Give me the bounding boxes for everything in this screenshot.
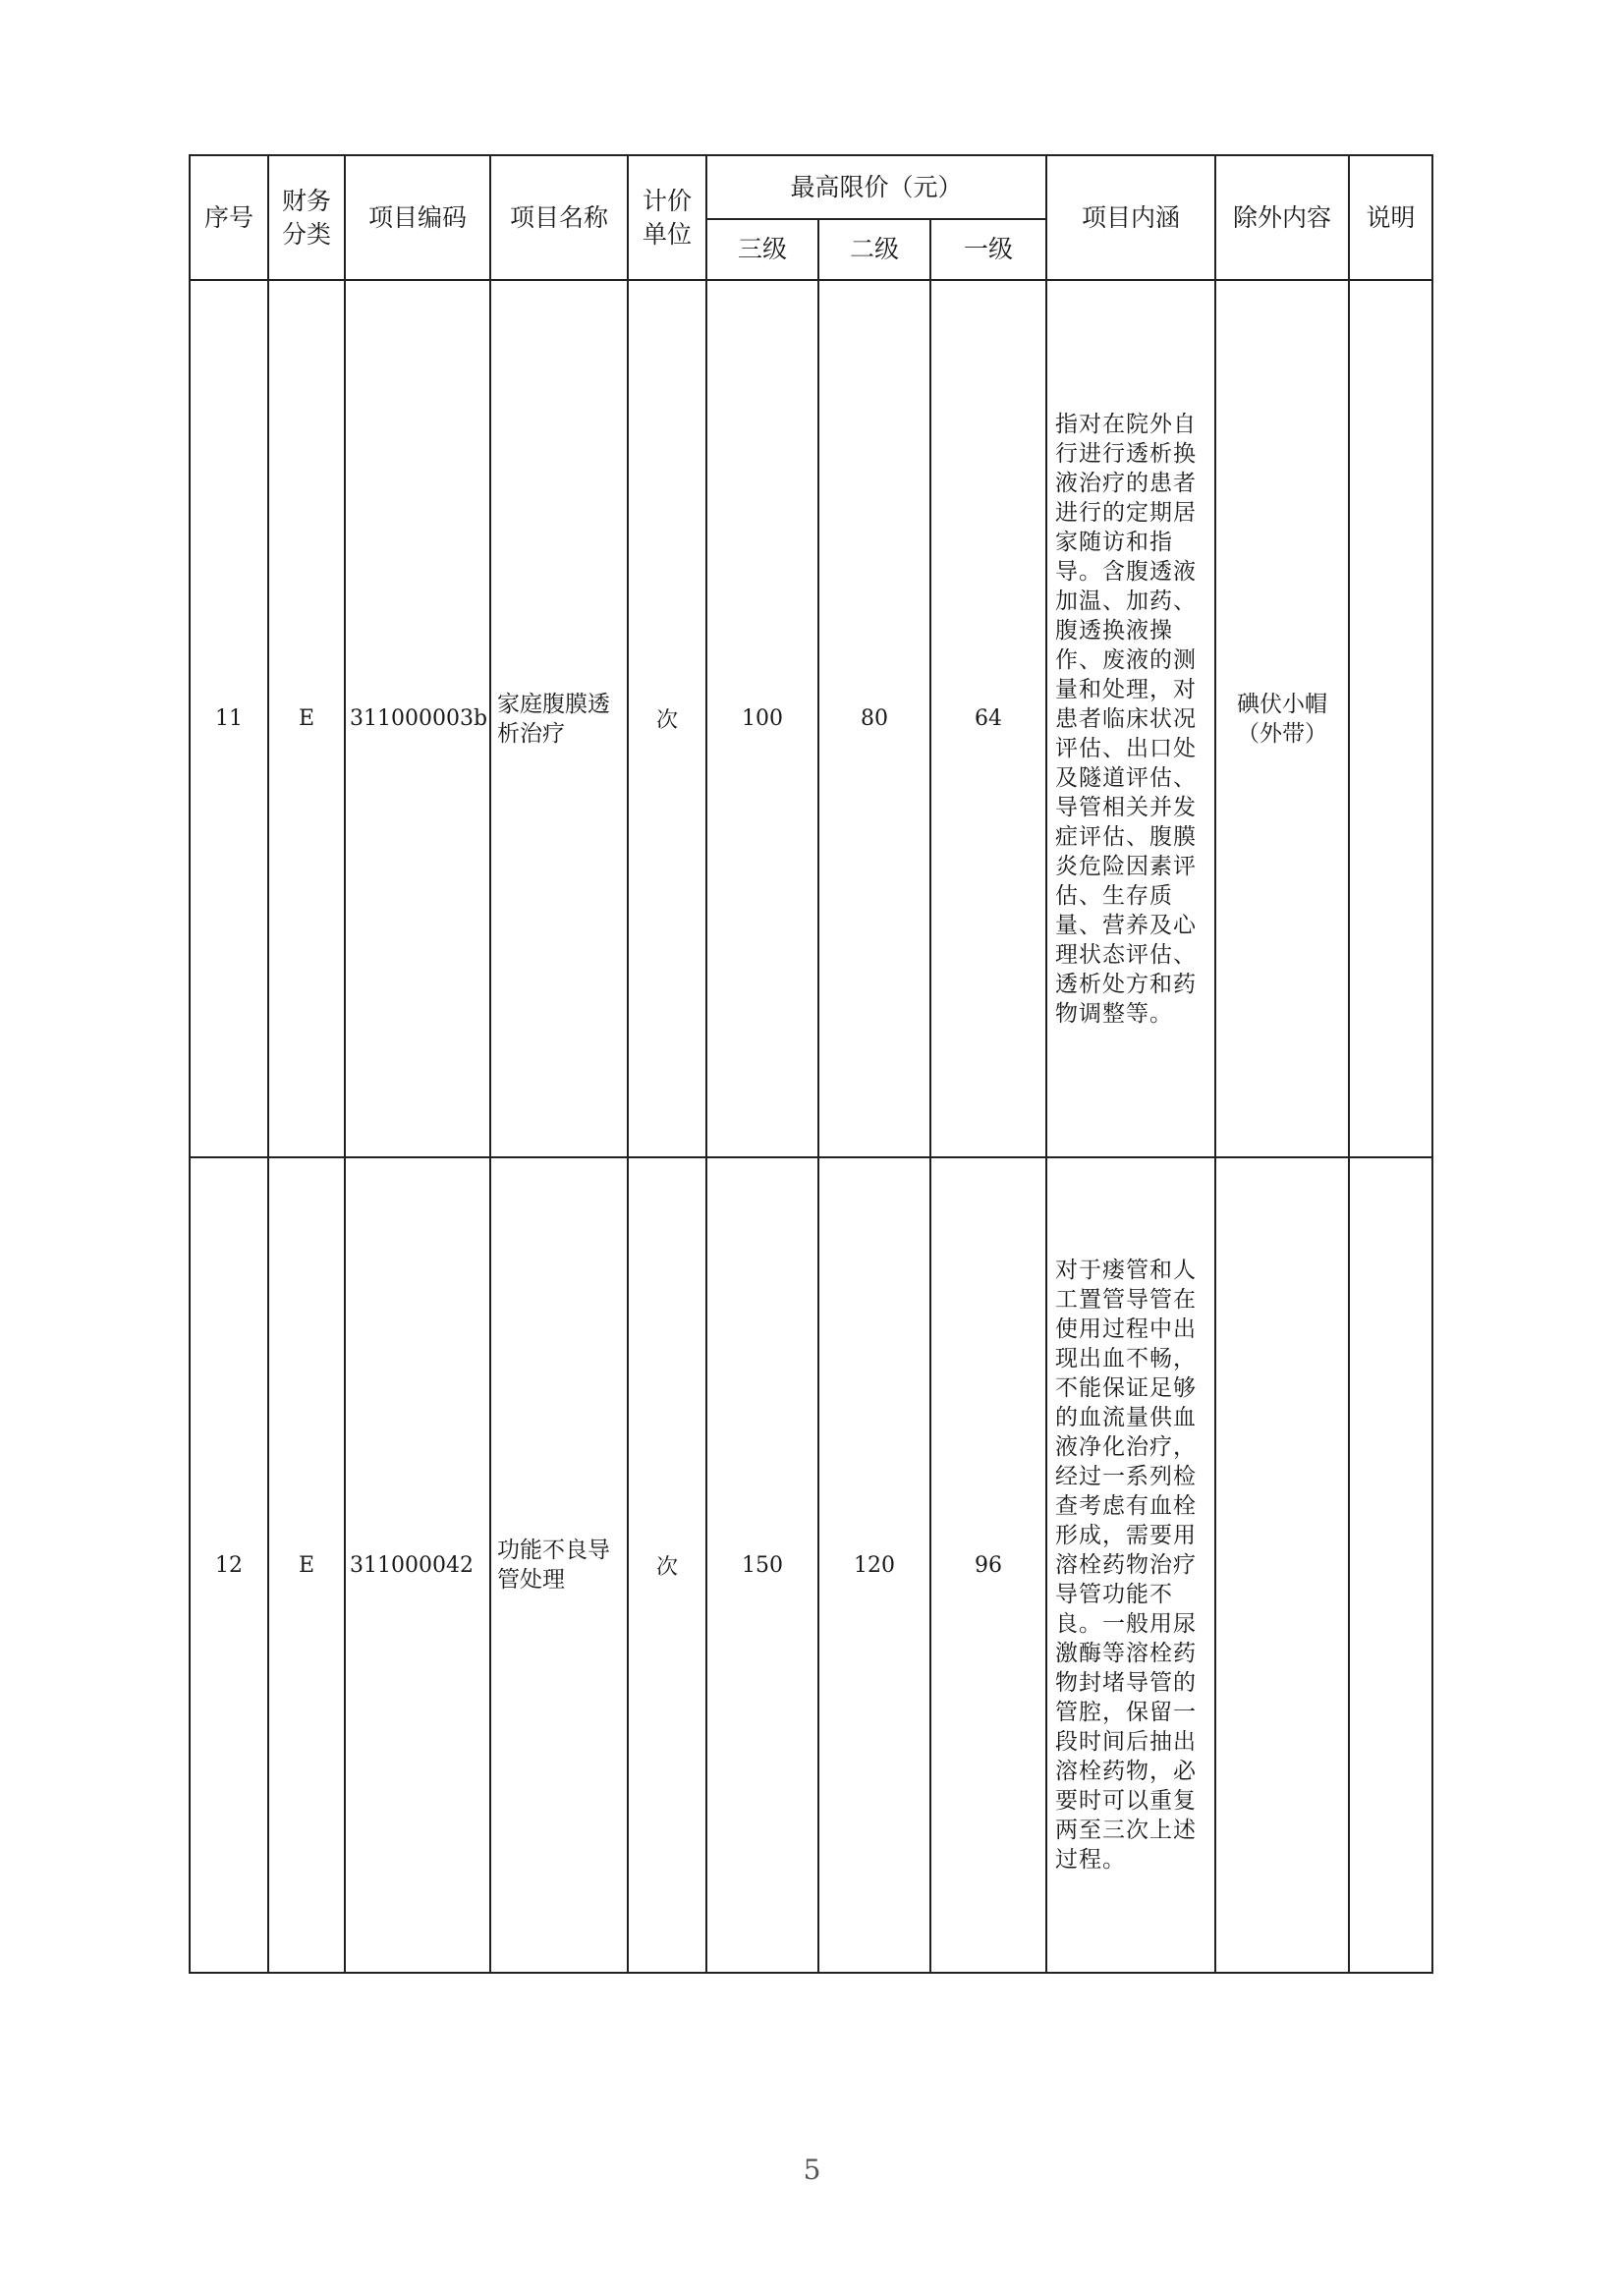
row-category: E bbox=[268, 1157, 345, 1973]
row-notes bbox=[1349, 280, 1432, 1157]
row-content: 指对在院外自行进行透析换液治疗的患者进行的定期居家随访和指导。含腹透液加温、加药、腹透换液操作、废液的测量和处理，对患者临床状况评估、出口处及隧道评估、导管相关并发症评估、腹膜炎危险因素评估、生存质量、营养及心理状态评估、透析处方和药物调整等。 bbox=[1046, 280, 1215, 1157]
row-unit: 次 bbox=[628, 1157, 706, 1973]
row-exclusions: 碘伏小帽 （外带） bbox=[1215, 280, 1349, 1157]
page-number: 5 bbox=[803, 2154, 821, 2186]
header-level2: 二级 bbox=[818, 219, 930, 280]
row-unit: 次 bbox=[628, 280, 706, 1157]
row-category: E bbox=[268, 280, 345, 1157]
row-content: 对于瘘管和人工置管导管在使用过程中出现出血不畅，不能保证足够的血流量供血液净化治疗，经过一系列检查考虑有血栓形成，需要用溶栓药物治疗导管功能不良。一般用尿激酶等溶栓药物封堵导管的管腔，保留一段时间后抽出溶栓药物，必要时可以重复两至三次上述过程。 bbox=[1046, 1157, 1215, 1973]
header-seq: 序号 bbox=[190, 155, 268, 280]
row-seq: 11 bbox=[190, 280, 268, 1157]
table-row bbox=[190, 1157, 1432, 1973]
row-level2-price: 120 bbox=[818, 1157, 930, 1973]
row-level2-price: 80 bbox=[818, 280, 930, 1157]
row-level1-price: 96 bbox=[930, 1157, 1046, 1973]
header-exclusions: 除外内容 bbox=[1215, 155, 1349, 280]
header-content: 项目内涵 bbox=[1046, 155, 1215, 280]
row-level1-price: 64 bbox=[930, 280, 1046, 1157]
row-name: 功能不良导管处理 bbox=[490, 1157, 628, 1973]
header-category: 财务 分类 bbox=[268, 155, 345, 280]
row-exclusions bbox=[1215, 1157, 1349, 1973]
row-code: 311000042 bbox=[345, 1157, 490, 1973]
header-level1: 一级 bbox=[930, 219, 1046, 280]
header-unit: 计价 单位 bbox=[628, 155, 706, 280]
row-level3-price: 100 bbox=[706, 280, 818, 1157]
header-level3: 三级 bbox=[706, 219, 818, 280]
row-level3-price: 150 bbox=[706, 1157, 818, 1973]
header-notes: 说明 bbox=[1349, 155, 1432, 280]
table-row bbox=[190, 280, 1432, 1157]
row-code: 311000003b bbox=[345, 280, 490, 1157]
price-table bbox=[189, 154, 1433, 1974]
row-notes bbox=[1349, 1157, 1432, 1973]
row-name: 家庭腹膜透析治疗 bbox=[490, 280, 628, 1157]
header-code: 项目编码 bbox=[345, 155, 490, 280]
row-seq: 12 bbox=[190, 1157, 268, 1973]
header-price-group: 最高限价（元） bbox=[706, 155, 1046, 219]
header-name: 项目名称 bbox=[490, 155, 628, 280]
